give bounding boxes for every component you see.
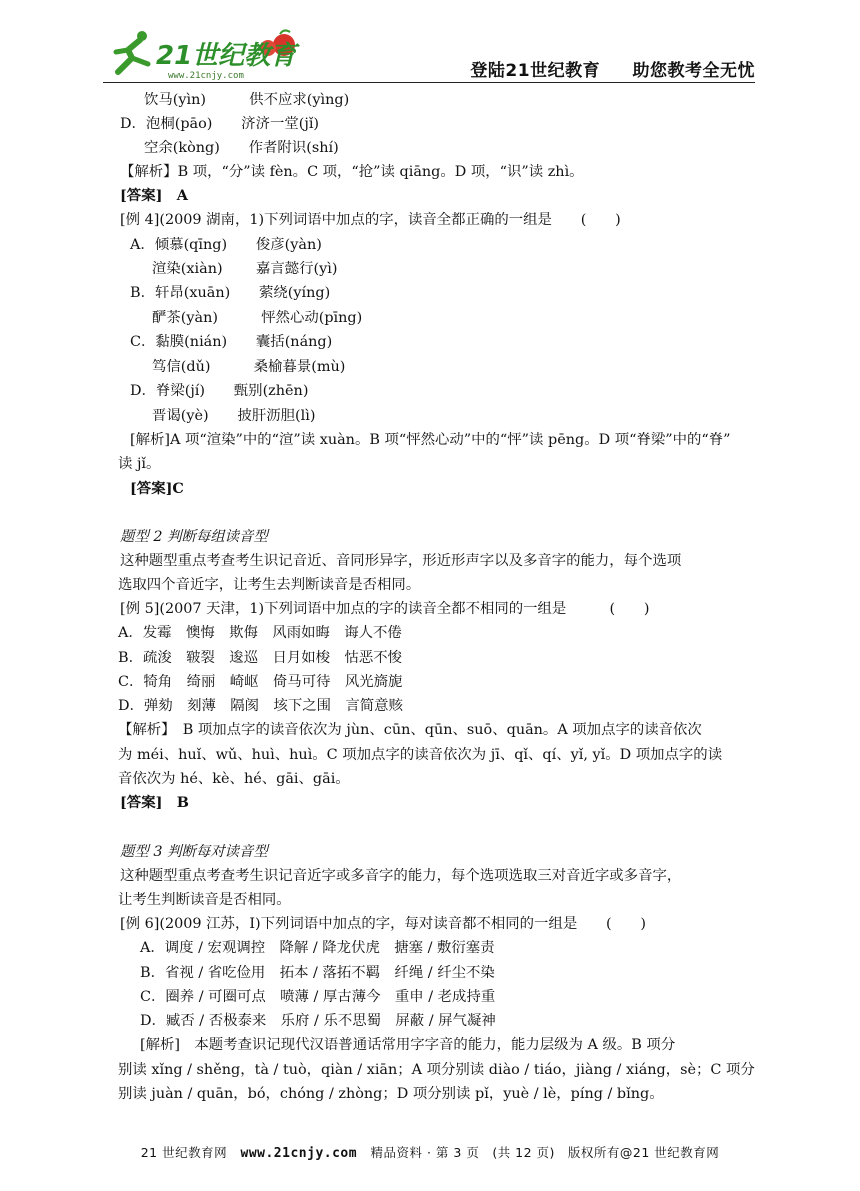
text-line: 【解析】 B 项加点字的读音依次为 jùn、cūn、qūn、suō、quān。A 项加点字的读音依次 [118, 722, 702, 738]
text-line: [解析] 本题考查识记现代汉语普通话常用字字音的能力，能力层级为 A 级。B 项分 [140, 1037, 676, 1053]
slogan-left: 登陆21世纪教育 [470, 61, 601, 81]
text-line: 选取四个音近字，让考生去判断读音是否相同。 [118, 577, 421, 593]
text-line: 音依次为 hé、kè、hé、gāi、gāi。 [118, 771, 350, 787]
example-line: [例 5](2007 天津，1)下列词语中加点的字的读音全都不相同的一组是 ( ) [120, 601, 650, 617]
footer-info: 精品资料 · 第 3 页 (共 12 页) 版权所有@21 世纪教育网 [370, 1145, 720, 1160]
text-line: B．轩昂(xuān) 萦绕(yíng) [130, 285, 331, 301]
footer-site: 21 世纪教育网 [140, 1145, 228, 1160]
header-divider [103, 82, 755, 83]
footer-url: www.21cnjy.com [240, 1146, 358, 1161]
section-heading: 题型 3 判断每对读音型 [120, 844, 268, 860]
slogan-right: 助您教考全无忧 [632, 61, 755, 81]
text-line: B．省视 / 省吃俭用 拓本 / 落拓不羁 纤绳 / 纤尘不染 [140, 965, 495, 981]
text-line: 晋谒(yè) 披肝沥胆(lì) [152, 408, 316, 424]
text-line: A．调度 / 宏观调控 降解 / 降龙伏虎 搪塞 / 敷衍塞责 [140, 940, 495, 956]
text-line: C．黏膜(nián) 囊括(náng) [130, 334, 333, 350]
page-footer [0, 1143, 860, 1161]
text-line: A．倾慕(qīng) 俊彦(yàn) [130, 237, 322, 253]
text-line: 【解析】B 项，“分”读 fèn。C 项，“抢”读 qiāng。D 项，“识”读 zhì。 [120, 164, 584, 180]
text-line: 读 jǐ。 [118, 456, 161, 472]
text-line: 笃信(dǔ) 桑榆暮景(mù) [152, 359, 346, 375]
text-line: 酽茶(yàn) 怦然心动(pīng) [152, 310, 363, 326]
answer-line: [答案]C [130, 480, 184, 497]
header-slogan [444, 56, 755, 81]
answer-line: [答案] A [120, 187, 188, 204]
text-line: [解析]A 项“渲染”中的“渲”读 xuàn。B 项“怦然心动”中的“怦”读 pēng。D 项“脊梁”中的“脊” [130, 432, 731, 448]
logo-url: www.21cnjy.com [168, 71, 244, 81]
example-line: [例 6](2009 江苏，I)下列词语中加点的字，每对读音都不相同的一组是 ( ) [120, 916, 647, 932]
text-line: 空余(kòng) 作者附识(shí) [144, 140, 339, 156]
text-line: D．泡桐(pāo) 济济一堂(jǐ) [120, 116, 320, 132]
text-line: D．弹劾 刻薄 隔阂 垓下之围 言简意赅 [118, 698, 403, 714]
text-line: 饮马(yìn) 供不应求(yìng) [144, 92, 350, 108]
text-line: D．脊梁(jí) 甄别(zhēn) [130, 383, 309, 399]
text-line: C．圈养 / 可圈可点 喷薄 / 厚古薄今 重申 / 老成持重 [140, 989, 496, 1005]
section-heading: 题型 2 判断每组读音型 [120, 529, 268, 545]
text-line: D．臧否 / 否极泰来 乐府 / 乐不思蜀 屏蔽 / 屏气凝神 [140, 1013, 496, 1029]
text-line: A．发霉 懊悔 欺侮 风雨如晦 诲人不倦 [118, 625, 402, 641]
text-line: 别读 juàn / quān，bó，chóng / zhòng；D 项分别读 pǐ，yuè / lè，píng / bǐng。 [118, 1086, 664, 1102]
text-line: 渲染(xiàn) 嘉言懿行(yì) [152, 261, 338, 277]
logo-text: 21世纪教育 [156, 41, 297, 71]
text-line: 这种题型重点考查考生识记音近、音同形异字，形近形声字以及多音字的能力，每个选项 [120, 553, 682, 569]
text-line: 为 méi、huǐ、wǔ、huì、huì。C 项加点字的读音依次为 jī、qǐ、qí、yǐ, yǐ。D 项加点字的读 [118, 747, 723, 763]
page-header [0, 0, 860, 86]
text-line: 让考生判断读音是否相同。 [118, 892, 291, 908]
text-line: B．疏浚 皲裂 逡巡 日月如梭 怙恶不悛 [118, 650, 402, 666]
answer-line: [答案] B [120, 794, 189, 811]
text-line: 这种题型重点考查考生识记音近字或多音字的能力，每个选项选取三对音近字或多音字， [120, 868, 682, 884]
text-line: C．犄角 绮丽 崎岖 倚马可待 风光旖旎 [118, 674, 403, 690]
site-logo [112, 28, 312, 82]
text-line: 别读 xǐng / shěng，tà / tuò，qiàn / xiān；A 项分别读 diào / tiáo，jiàng / xiáng，sè；C 项分 [118, 1062, 755, 1078]
example-line: [例 4](2009 湖南，1)下列词语中加点的字，读音全都正确的一组是 ( ) [120, 212, 621, 228]
